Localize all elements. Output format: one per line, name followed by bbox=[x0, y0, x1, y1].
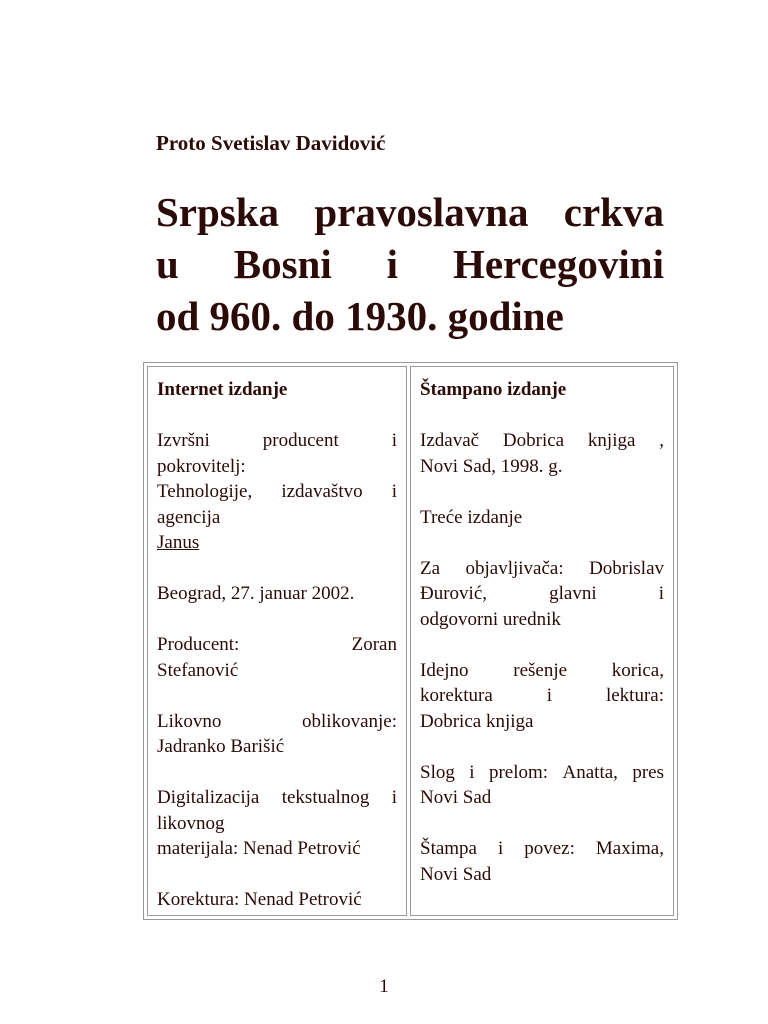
text-word: , bbox=[659, 430, 664, 451]
text-word: Dobrica bbox=[502, 430, 565, 451]
text-word: rešenje bbox=[513, 659, 568, 681]
print-edition-column bbox=[410, 366, 674, 916]
print-edition-heading: Štampano izdanje bbox=[420, 379, 567, 400]
text-word: Izvršni bbox=[157, 430, 210, 451]
title-word: pravoslavna bbox=[314, 189, 529, 235]
place-date: Beograd, 27. januar 2002. bbox=[157, 583, 355, 604]
typesetting-block bbox=[420, 760, 664, 811]
text-word: Producent: bbox=[157, 634, 240, 655]
text-line: Novi Sad, 1998. g. bbox=[420, 455, 563, 477]
text-word: Idejno bbox=[420, 659, 469, 681]
text-word: i bbox=[497, 838, 504, 859]
text-word: Štampa bbox=[420, 838, 477, 859]
title-line-2 bbox=[156, 238, 664, 290]
text-word: Anatta, bbox=[562, 761, 618, 783]
printing-block bbox=[420, 836, 664, 887]
text-word: glavni bbox=[549, 583, 597, 604]
text-word: tekstualnog bbox=[281, 787, 370, 808]
text-word: Digitalizacija bbox=[157, 787, 260, 808]
text-word: Đurović, bbox=[420, 583, 488, 604]
internet-edition-column bbox=[147, 366, 407, 916]
text-line: agencija bbox=[157, 506, 221, 528]
text-word: objavljivača: bbox=[465, 557, 564, 579]
design-block bbox=[157, 709, 397, 760]
proofreading-line: Korektura: Nenad Petrović bbox=[157, 889, 362, 910]
page-number: 1 bbox=[379, 976, 389, 997]
title-word: Hercegovini bbox=[452, 241, 664, 287]
text-line: odgovorni urednik bbox=[420, 608, 561, 630]
title-word: Bosni bbox=[233, 241, 332, 287]
text-line: Stefanović bbox=[157, 659, 239, 681]
text-word: Tehnologije, bbox=[157, 481, 253, 502]
title-line-1 bbox=[156, 186, 664, 238]
author-name: Proto Svetislav Davidović bbox=[156, 131, 386, 155]
text-word: i bbox=[391, 787, 397, 808]
cover-block bbox=[420, 658, 664, 735]
text-word: oblikovanje: bbox=[302, 710, 397, 732]
text-word: Slog bbox=[420, 761, 455, 783]
colophon-table bbox=[143, 362, 678, 920]
digitization-block bbox=[157, 785, 397, 862]
text-word: korica, bbox=[611, 659, 664, 681]
text-line: Dobrica knjiga bbox=[420, 710, 534, 732]
text-word: povez: bbox=[524, 838, 575, 859]
text-word: Zoran bbox=[351, 634, 397, 655]
text-word: Dobrislav bbox=[589, 557, 664, 579]
text-word: korektura bbox=[420, 685, 493, 706]
publisher-block bbox=[420, 428, 664, 479]
text-word: i bbox=[546, 685, 553, 706]
text-word: prelom: bbox=[488, 761, 549, 783]
edition-line: Treće izdanje bbox=[420, 506, 523, 528]
janus-link[interactable]: Janus bbox=[157, 532, 200, 553]
text-word: pres bbox=[632, 761, 664, 783]
text-word: i bbox=[391, 481, 397, 502]
text-word: knjiga bbox=[587, 430, 636, 451]
text-line: Novi Sad bbox=[420, 787, 492, 808]
text-word: i bbox=[469, 761, 475, 783]
text-line: Novi Sad bbox=[420, 863, 492, 885]
text-word: producent bbox=[262, 430, 339, 451]
title-line-3: od 960. do 1930. godine bbox=[156, 293, 564, 339]
text-word: izdavaštvo bbox=[281, 481, 363, 502]
text-line: Jadranko Barišić bbox=[157, 736, 285, 757]
producer-block bbox=[157, 632, 397, 683]
book-title bbox=[156, 186, 664, 342]
text-word: i bbox=[658, 583, 664, 604]
text-word: Maxima, bbox=[595, 838, 664, 859]
title-word: u bbox=[156, 241, 179, 287]
title-word: crkva bbox=[563, 189, 664, 235]
text-word: i bbox=[391, 430, 397, 451]
text-line: likovnog bbox=[157, 812, 225, 834]
text-word: Likovno bbox=[157, 710, 222, 732]
text-word: lektura: bbox=[605, 685, 664, 706]
text-line: pokrovitelj: bbox=[157, 455, 246, 477]
title-word: i bbox=[386, 241, 399, 287]
executive-producer-block bbox=[157, 428, 397, 556]
text-word: Za bbox=[420, 557, 441, 579]
text-line: materijala: Nenad Petrović bbox=[157, 838, 361, 859]
title-word: Srpska bbox=[156, 189, 280, 235]
for-publisher-block bbox=[420, 556, 664, 633]
internet-edition-heading: Internet izdanje bbox=[157, 379, 288, 400]
text-word: Izdavač bbox=[420, 430, 480, 451]
